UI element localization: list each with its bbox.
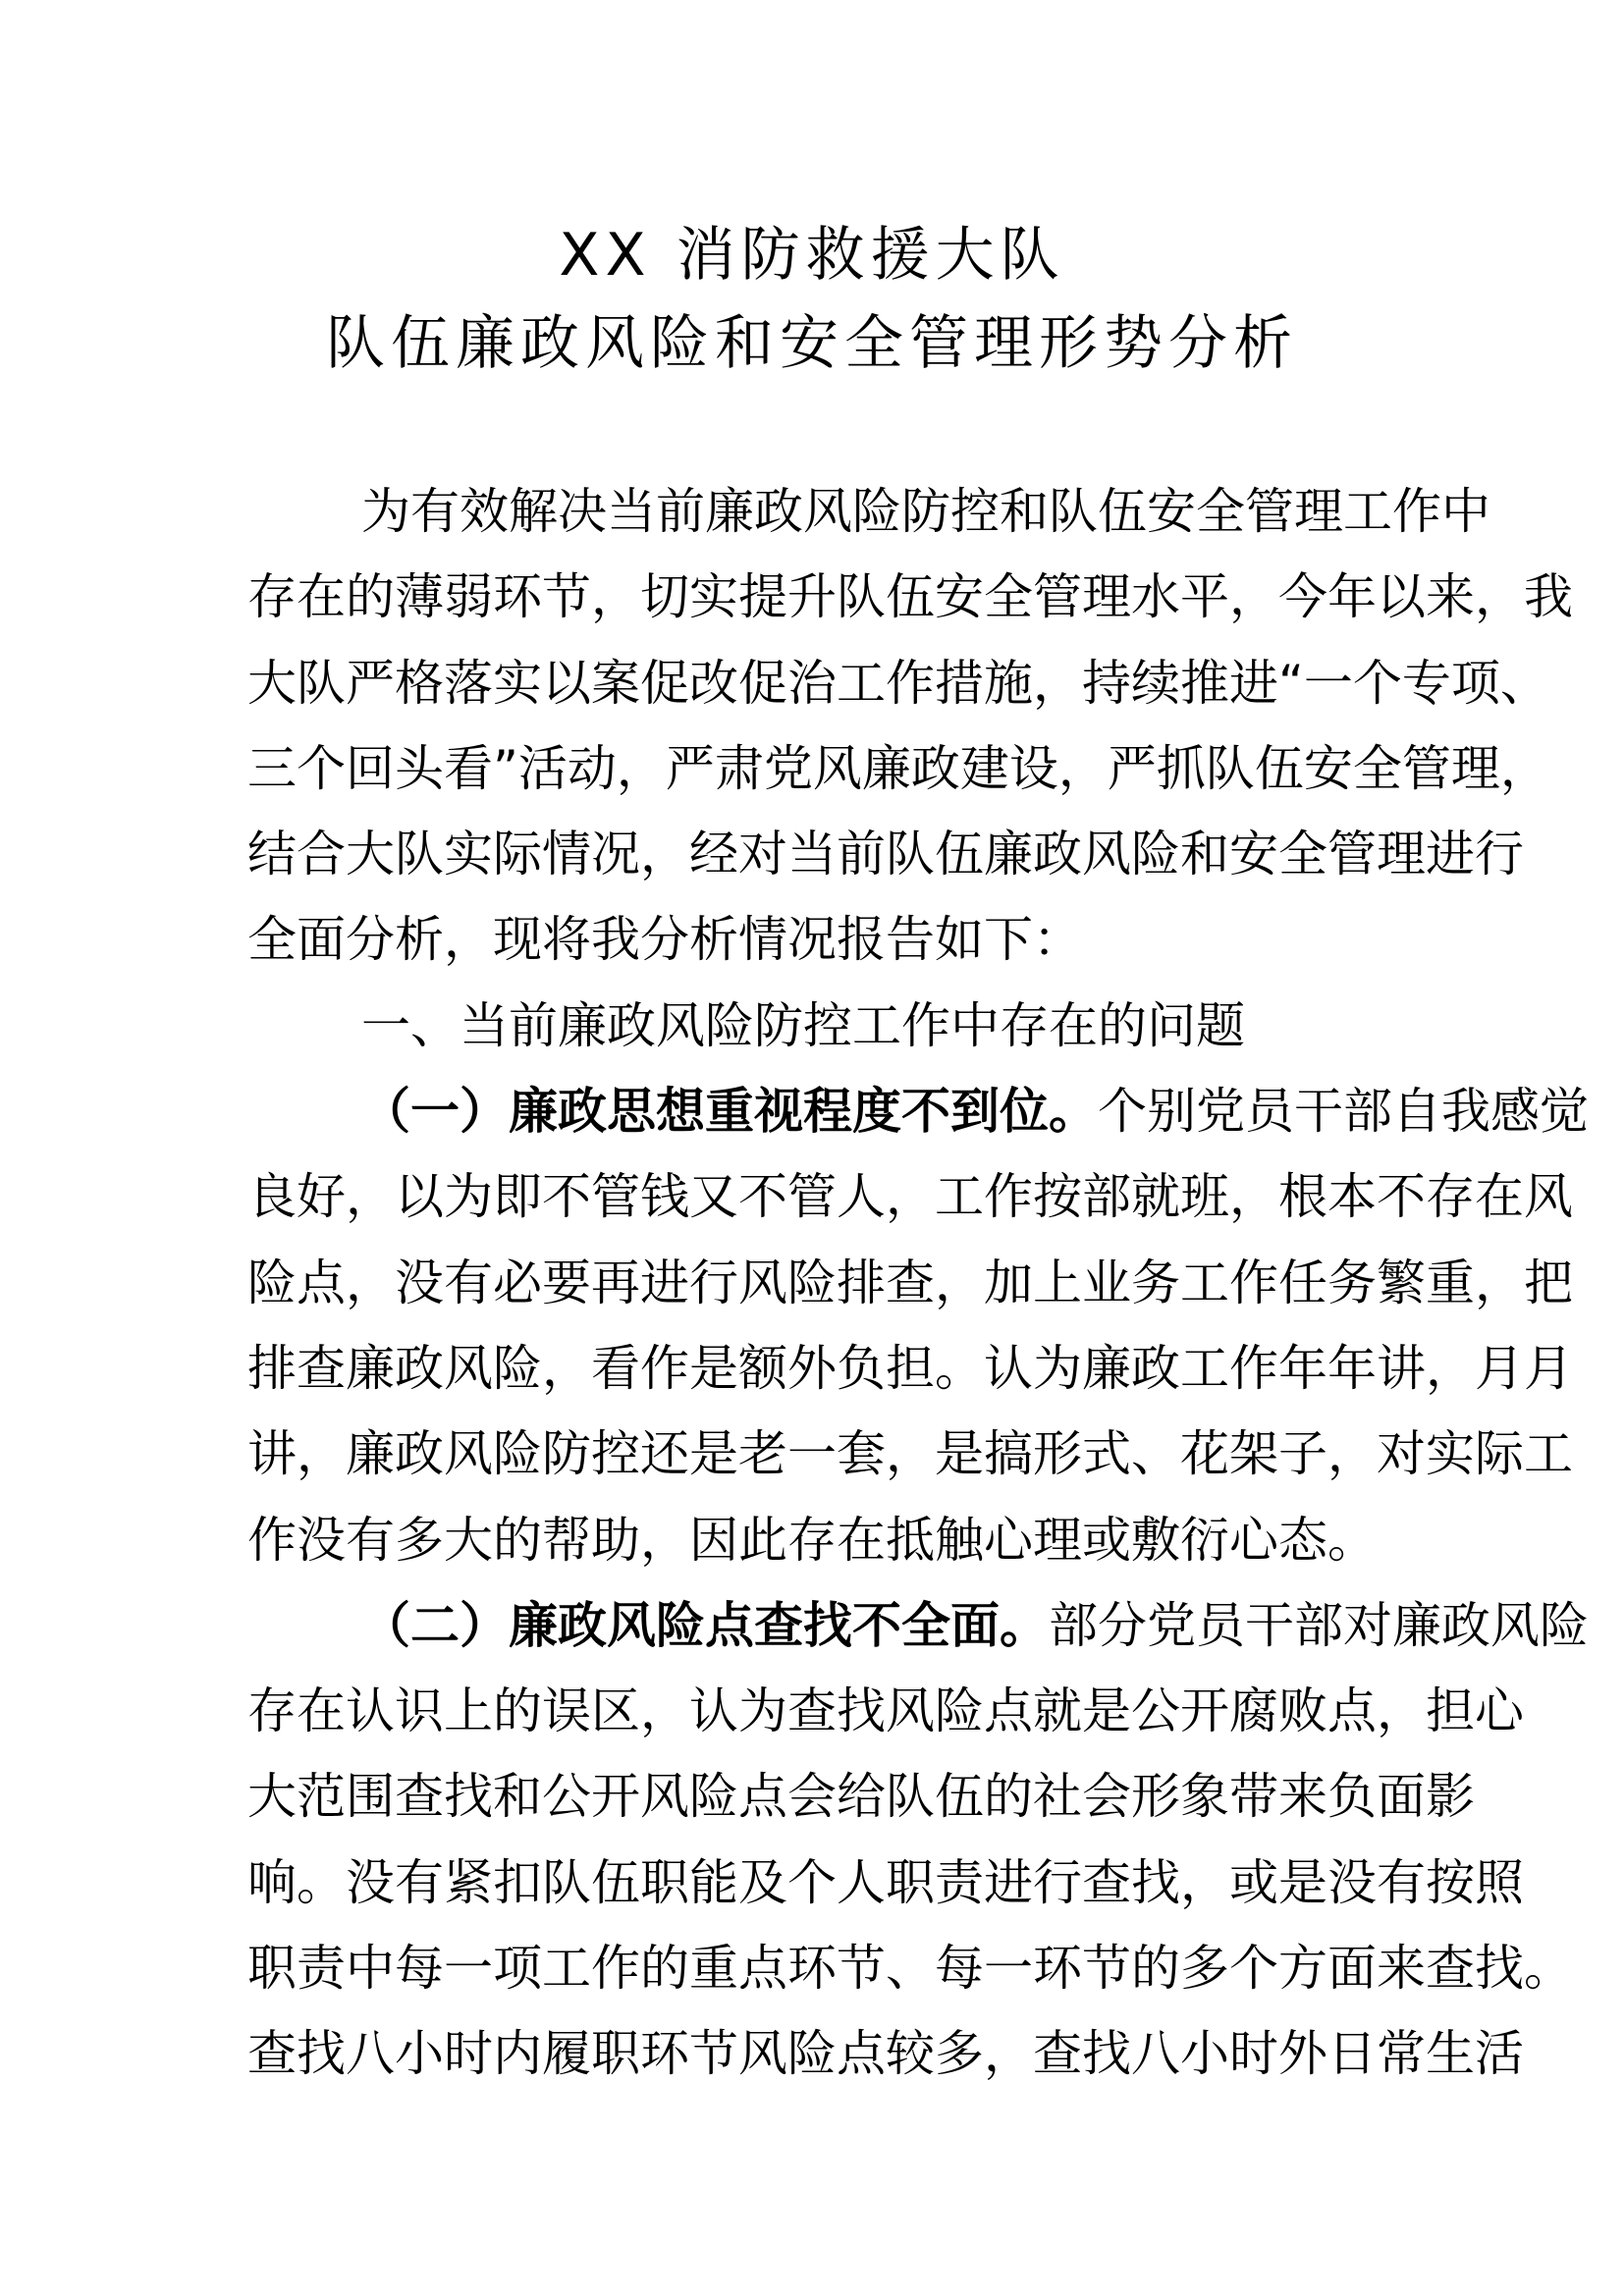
paragraph-line: 为有效解决当前廉政风险防控和队伍安全管理工作中 [361,483,1490,540]
paragraph-line [247,1069,1589,1154]
paragraph-line: 三个回头看”活动，严肃党风廉政建设，严抓队伍安全管理， [247,739,1549,797]
paragraph-line: 大范围查找和公开风险点会给队伍的社会形象带来负面影 [247,1768,1475,1826]
item2-paragraph [247,1583,1589,2098]
document-title-line1: XX 消防救援大队 [559,221,1065,290]
section-heading: 一、当前廉政风险防控工作中存在的问题 [361,996,1245,1054]
item-heading: （一）廉政思想重视程度不到位。 [361,1083,1098,1141]
intro-paragraph [247,469,1573,984]
paragraph-line: 险点，没有必要再进行风险排查，加上业务工作任务繁重，把 [247,1254,1573,1311]
paragraph-line: 良好，以为即不管钱又不管人，工作按部就班，根本不存在风 [247,1168,1573,1226]
paragraph-line: 存在认识上的误区，认为查找风险点就是公开腐败点，担心 [247,1682,1524,1740]
paragraph-line: 排查廉政风险，看作是额外负担。认为廉政工作年年讲，月月 [247,1339,1573,1397]
paragraph-line: 查找八小时内履职环节风险点较多，查找八小时外日常生活 [247,2025,1524,2083]
item-text: 部分党员干部对廉政风险 [1049,1596,1589,1654]
item-heading: （二）廉政风险点查找不全面。 [361,1596,1049,1654]
document-body [247,469,1589,2098]
paragraph-line: 大队严格落实以案促改促治工作措施，持续推进“一个专项、 [247,654,1549,712]
paragraph-line: 结合大队实际情况，经对当前队伍廉政风险和安全管理进行 [247,826,1524,883]
paragraph-line: 响。没有紧扣队伍职能及个人职责进行查找，或是没有按照 [247,1853,1524,1911]
paragraph-line: 存在的薄弱环节，切实提升队伍安全管理水平，今年以来，我 [247,568,1573,626]
paragraph-line: 作没有多大的帮助，因此存在抵触心理或敷衍心态。 [247,1511,1377,1569]
paragraph-line: 职责中每一项工作的重点环节、每一环节的多个方面来查找。 [247,1940,1573,1998]
paragraph-line: 全面分析，现将我分析情况报告如下： [247,911,1082,969]
document-title-line2: 队伍廉政风险和安全管理形势分析 [326,309,1298,378]
item1-paragraph [247,1069,1589,1583]
item-text: 个别党员干部自我感觉 [1098,1083,1589,1141]
paragraph-line: 讲，廉政风险防控还是老一套，是搞形式、花架子，对实际工 [247,1425,1573,1483]
paragraph-line [247,1583,1589,1669]
